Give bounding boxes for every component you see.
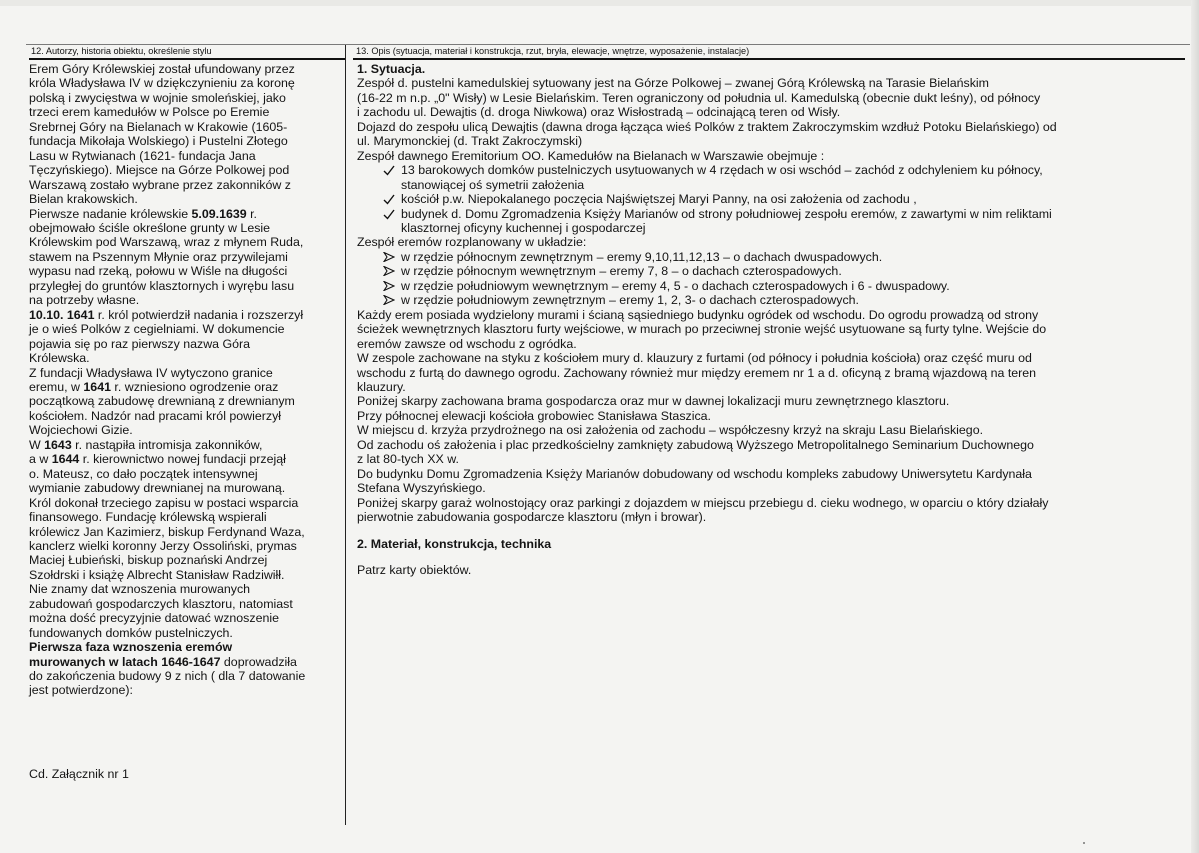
history-line: murowanych w latach 1646-1647 doprowadziła <box>29 654 297 669</box>
history-line: kościołem. Nadzór nad pracami król powierzył <box>29 408 282 423</box>
history-line: 10.10. 1641 r. król potwierdził nadania i rozszerzył <box>29 307 304 322</box>
description-line: pierwotnie zabudowania gospodarcze klasztoru (młyn i browar). <box>357 510 707 525</box>
description-line: Stefana Wyszyńskiego. <box>357 481 486 496</box>
history-line: Pierwsze nadanie królewskie 5.09.1639 r. <box>29 206 257 221</box>
situation-line: Dojazd do zespołu ulicą Dewajtis (dawna droga łącząca wieś Polków z traktem Zakroczymskim wzdłuż Potoku Bielańskiego) od <box>357 119 1057 134</box>
history-line: wypasu nad rzeką, połowu w Wiśle na długości <box>29 264 288 279</box>
scan-speck <box>1083 842 1085 844</box>
history-line: Królewskim pod Warszawą, wraz z młynem Ruda, <box>29 235 304 250</box>
history-line: stawem na Pszennym Młynie oraz przywilejami <box>29 249 288 264</box>
description-line: eremów zawsze od wschodu z ogródka. <box>357 336 577 351</box>
history-line: Szołdrski i książę Albrecht Stanisław Radziwiłł. <box>29 567 285 582</box>
situation-details <box>357 308 1185 525</box>
history-line: Srebrnej Góry na Bielanach w Krakowie (1605- <box>29 119 288 134</box>
complex-components-list <box>357 163 1185 235</box>
history-line: Nie znamy dat wznoszenia murowanych <box>29 582 251 597</box>
history-line: Warszawą zostało wybrane przez zakonników z <box>29 177 291 192</box>
hermitage-rows-list <box>357 250 1185 308</box>
history-line: fundowanych domków pustelniczych. <box>29 625 233 640</box>
situation-line: i zachodu ul. Dewajtis (d. droga Niwkowa) oraz Wisłostradą – odcinającą teren od Wisły. <box>357 105 841 120</box>
description-line: Poniżej skarpy zachowana brama gospodarcza oraz mur w dawnej lokalizacji muru zewnętrznego klasztoru. <box>357 394 950 409</box>
history-column <box>29 45 346 825</box>
list-item-line: w rzędzie południowym zewnętrznym – eremy 1, 2, 3- o dachach czterospadowych. <box>401 293 859 308</box>
description-column-header: 13. Opis (sytuacja, materiał i konstrukcja, rzut, bryła, elewacje, wnętrze, wyposażenie, instalacje) <box>353 45 1185 60</box>
history-line: początkową zabudowę drewnianą z drewnianym <box>29 394 295 409</box>
history-line: można dość precyzyjnie datować wznoszenie <box>29 611 280 626</box>
history-line: Tęczyńskiego). Miejsce na Górze Polkowej pod <box>29 163 290 178</box>
situation-line: Zespół dawnego Eremitorium OO. Kamedułów na Bielanach w Warszawie obejmuje : <box>357 148 825 163</box>
history-text <box>29 60 345 698</box>
history-line: wymianie zabudowy drewnianej na murowaną. <box>29 481 286 496</box>
section-title-situation: 1. Sytuacja. <box>357 62 426 76</box>
situation-line: (16-22 m n.p. „0" Wisły) w Lesie Bielańskim. Teren ograniczony od południa ul. Kamedulską (obecnie dukt leśny), od północy <box>357 90 1041 105</box>
description-line: W miejscu d. krzyża przydrożnego na osi założenia od zachodu – współczesny krzyż na skraju Lasu Bielańskiego. <box>357 423 984 438</box>
history-line: o. Mateusz, co dało początek intensywnej <box>29 466 258 481</box>
description-line: Od zachodu oś założenia i plac przedkościelny zamknięty zabudową Wyższego Metropolitalnego Seminarium Duchownego <box>357 437 1034 452</box>
list-item-line: klasztornej oficyny kuchennej i gospodarczej <box>401 220 646 235</box>
description-line: ścieżek wewnętrznych klasztoru furty wejściowe, w murach po przeciwnej stronie wejść usytuowane są furty tylne. Wejście do <box>357 322 1047 337</box>
situation-line: Zespół d. pustelni kamedulskiej sytuowany jest na Górze Polkowej – zwanej Górą Królewską na Tarasie Bielańskim <box>357 76 989 91</box>
list-item-line: w rzędzie południowym wewnętrznym – eremy 4, 5 - o dachach czterospadowych i 6 - dwuspadowy. <box>401 278 950 293</box>
history-line: Erem Góry Królewskiej został ufundowany przez <box>29 62 295 76</box>
history-line: fundacja Mikołaja Wolskiego) i Pustelni Złotego <box>29 134 288 149</box>
history-line: polską i zwycięstwa w wojnie smoleńskiej, jako <box>29 90 286 105</box>
history-line: do zakończenia budowy 9 z nich ( dla 7 datowanie <box>29 669 306 684</box>
history-line: jest potwierdzone): <box>29 683 133 698</box>
history-line: królewicz Jan Kazimierz, biskup Ferdynand Waza, <box>29 524 305 539</box>
description-line: Każdy erem posiada wydzielony murami i ścianą sąsiedniego budynku ogródek od wschodu. Do ogrodu prowadzą od strony <box>357 307 1039 322</box>
history-line: Wojciechowi Gizie. <box>29 423 133 438</box>
description-line: klauzury. <box>357 379 406 394</box>
list-item <box>357 163 1185 192</box>
history-column-header: 12. Autorzy, historia obiektu, określenie stylu <box>29 45 345 60</box>
history-line: kanclerz wielki koronny Jerzy Ossoliński, prymas <box>29 538 297 553</box>
material-note: Patrz karty obiektów. <box>357 562 472 577</box>
list-item-line: 13 barokowych domków pustelniczych usytuowanych w 4 rzędach w osi wschód – zachód z odchyleniem ku północy, <box>401 163 1043 178</box>
list-item-line: w rzędzie północnym wewnętrznym – eremy 7, 8 – o dachach czterospadowych. <box>401 264 842 279</box>
list-item-line: budynek d. Domu Zgromadzenia Księży Marianów od strony południowej zespołu eremów, z zawartymi w nim reliktami <box>401 206 1052 221</box>
situation-line: ul. Marymonckiej (d. Trakt Zakroczymski) <box>357 134 583 149</box>
list-item <box>357 293 1185 307</box>
situation-paragraph <box>357 76 1185 163</box>
history-line: Pierwsza faza wznoszenia eremów <box>29 640 233 655</box>
history-line: pojawia się po raz pierwszy nazwa Góra <box>29 336 251 351</box>
description-line: Do budynku Domu Zgromadzenia Księży Marianów dobudowany od wschodu kompleks zabudowy Uniwersytetu Kardynała <box>357 466 1032 481</box>
history-line: na potrzeby własne. <box>29 293 140 308</box>
history-line: a w 1644 r. kierownictwo nowej fundacji przejął <box>29 452 286 467</box>
history-line: trzeci erem kamedułów w Polsce po Eremie <box>29 105 270 120</box>
scan-edge-right <box>1191 0 1199 853</box>
description-line: Poniżej skarpy garaż wolnostojący oraz parkingi z dojazdem w miejscu przebiegu d. cieku wodnego, w oparciu o który działały <box>357 495 1049 510</box>
history-line: finansowego. Fundację królewską wspierali <box>29 510 267 525</box>
history-line: W 1643 r. nastąpiła intromisja zakonników, <box>29 437 263 452</box>
scan-edge-top <box>0 0 1199 6</box>
history-line: przyległej do gruntów klasztornych i wyrębu lasu <box>29 278 295 293</box>
history-line: Król dokonał trzeciego zapisu w postaci wsparcia <box>29 495 299 510</box>
history-line: Z fundacji Władysława IV wytyczono granice <box>29 365 273 380</box>
history-line: zabudowań gospodarczych klasztoru, natomiast <box>29 596 293 611</box>
list-item <box>357 279 1185 293</box>
history-line: Bielan krakowskich. <box>29 192 138 207</box>
description-line: W zespole zachowane na styku z kościołem mury d. klauzury z furtami (od północy i południa kościoła) oraz część muru od <box>357 351 1032 366</box>
history-line: je o wieś Polków z cegielniami. W dokumencie <box>29 322 285 337</box>
section-title-material: 2. Materiał, konstrukcja, technika <box>357 536 552 551</box>
history-line: eremu, w 1641 r. wzniesiono ogrodzenie oraz <box>29 379 279 394</box>
list-item-line: kościół p.w. Niepokalanego poczęcia Najświętszej Maryi Panny, na osi założenia od zachodu , <box>401 192 917 207</box>
description-line: Przy północnej elewacji kościoła grobowiec Stanisława Staszica. <box>357 408 711 423</box>
list-item-line: stanowiącej oś symetrii założenia <box>401 177 585 192</box>
list-item <box>357 264 1185 278</box>
description-line: wschodu z furtą do dawnego ogrodu. Zachowany również mur między eremem nr 1 a d. oficyną z bramą wjazdową na teren <box>357 365 1037 380</box>
history-line: obejmowało ściśle określone grunty w Lesie <box>29 220 271 235</box>
description-line: z lat 80-tych XX w. <box>357 452 459 467</box>
list-item-line: w rzędzie północnym zewnętrznym – eremy 9,10,11,12,13 – o dachach dwuspadowych. <box>401 249 883 264</box>
layout-intro: Zespół eremów rozplanowany w układzie: <box>357 235 587 250</box>
history-line: króla Władysława IV w dziękczynieniu za koronę <box>29 76 295 91</box>
history-line: Maciej Łubieński, biskup poznański Andrzej <box>29 553 268 568</box>
history-line: Lasu w Rytwianach (1621- fundacja Jana <box>29 148 256 163</box>
continuation-note: Cd. Załącznik nr 1 <box>29 767 129 781</box>
history-line: Królewska. <box>29 351 90 366</box>
description-text <box>353 60 1185 577</box>
list-item <box>357 250 1185 264</box>
list-item <box>357 207 1185 236</box>
list-item <box>357 192 1185 206</box>
description-column <box>353 45 1185 825</box>
